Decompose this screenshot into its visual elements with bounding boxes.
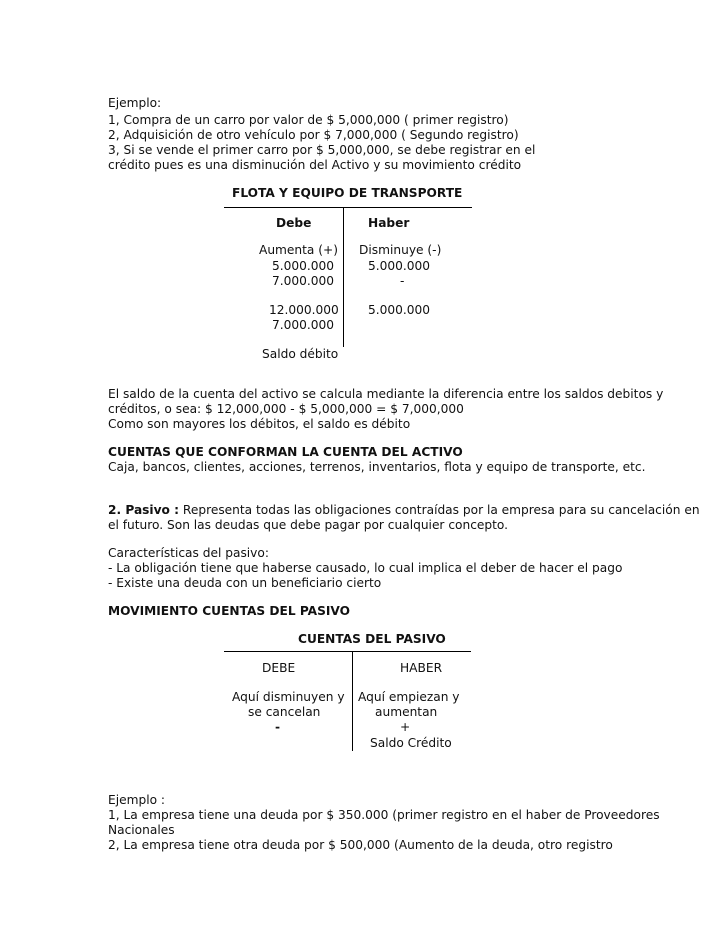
example-line-4: crédito pues es una disminución del Activo y su movimiento crédito xyxy=(108,158,522,172)
credit-entry: 5.000.000 xyxy=(368,259,431,273)
t-account-vertical-line xyxy=(352,651,353,751)
example-line-2: 2, Adquisición de otro vehículo por $ 7,000,000 ( Segundo registro) xyxy=(108,128,519,142)
pasivo-label: 2. Pasivo : xyxy=(108,503,180,517)
credit-entry: - xyxy=(400,274,405,288)
t-account-vertical-line xyxy=(343,207,344,347)
example-heading: Ejemplo: xyxy=(108,96,162,110)
credit-header: HABER xyxy=(400,661,443,675)
debit-total: 12.000.000 xyxy=(269,303,339,317)
credit-description-2: aumentan xyxy=(375,705,438,719)
credit-sign: + xyxy=(400,720,411,734)
characteristic-item-1: - La obligación tiene que haberse causado, lo cual implica el deber de hacer el pago xyxy=(108,561,623,575)
example2-line-2: Nacionales xyxy=(108,823,175,837)
movement-heading: MOVIMIENTO CUENTAS DEL PASIVO xyxy=(108,604,351,618)
t-account-horizontal-line xyxy=(224,651,471,652)
credit-header: Haber xyxy=(368,216,410,230)
t-account-title: FLOTA Y EQUIPO DE TRANSPORTE xyxy=(232,186,463,200)
explanation-line-1: El saldo de la cuenta del activo se calcula mediante la diferencia entre los saldos debitos y xyxy=(108,387,664,401)
credit-total: 5.000.000 xyxy=(368,303,431,317)
balance-label: Saldo débito xyxy=(262,347,339,361)
pasivo-definition-line-1 xyxy=(108,503,700,518)
explanation-line-3: Como son mayores los débitos, el saldo es débito xyxy=(108,417,411,431)
characteristic-item-2: - Existe una deuda con un beneficiario cierto xyxy=(108,576,382,590)
debit-description-2: se cancelan xyxy=(248,705,321,719)
example-line-1: 1, Compra de un carro por valor de $ 5,000,000 ( primer registro) xyxy=(108,113,509,127)
debit-label: Aumenta (+) xyxy=(259,243,338,257)
t-account-title: CUENTAS DEL PASIVO xyxy=(298,632,446,646)
credit-label: Disminuye (-) xyxy=(359,243,442,257)
example2-line-3: 2, La empresa tiene otra deuda por $ 500,000 (Aumento de la deuda, otro registro xyxy=(108,838,613,852)
credit-description-1: Aquí empiezan y xyxy=(358,690,460,704)
characteristics-heading: Características del pasivo: xyxy=(108,546,269,560)
pasivo-text: Representa todas las obligaciones contraídas por la empresa para su cancelación en xyxy=(179,503,700,517)
debit-header: DEBE xyxy=(262,661,296,675)
debit-header: Debe xyxy=(276,216,312,230)
explanation-line-2: créditos, o sea: $ 12,000,000 - $ 5,000,000 = $ 7,000,000 xyxy=(108,402,464,416)
t-account-horizontal-line xyxy=(224,207,472,208)
credit-balance-label: Saldo Crédito xyxy=(370,736,452,750)
example-line-3: 3, Si se vende el primer carro por $ 5,000,000, se debe registrar en el xyxy=(108,143,536,157)
debit-entry: 7.000.000 xyxy=(272,274,335,288)
debit-description-1: Aquí disminuyen y xyxy=(232,690,345,704)
asset-accounts-text: Caja, bancos, clientes, acciones, terrenos, inventarios, flota y equipo de transporte, etc. xyxy=(108,460,646,474)
asset-accounts-heading: CUENTAS QUE CONFORMAN LA CUENTA DEL ACTIVO xyxy=(108,445,463,459)
example2-heading: Ejemplo : xyxy=(108,793,166,807)
debit-entry: 5.000.000 xyxy=(272,259,335,273)
pasivo-definition-line-2: el futuro. Son las deudas que debe pagar por cualquier concepto. xyxy=(108,518,509,532)
example2-line-1: 1, La empresa tiene una deuda por $ 350.000 (primer registro en el haber de Proveedores xyxy=(108,808,660,822)
debit-balance: 7.000.000 xyxy=(272,318,335,332)
debit-sign: - xyxy=(275,720,281,734)
